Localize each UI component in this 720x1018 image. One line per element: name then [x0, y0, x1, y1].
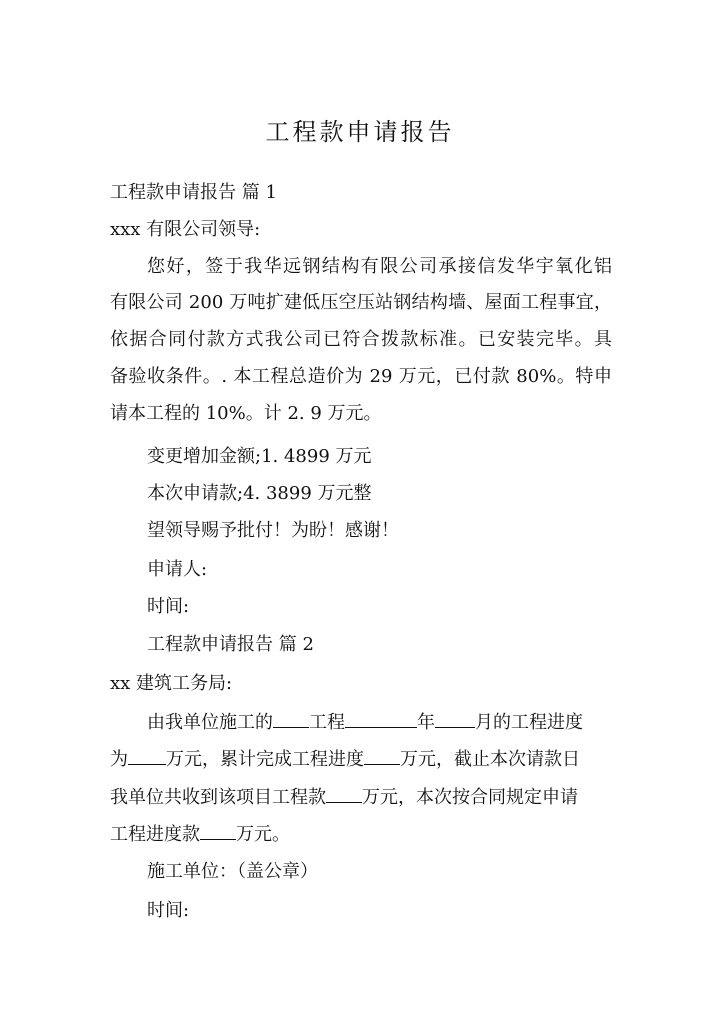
part2-salutation: xx 建筑工务局:: [110, 673, 233, 694]
fill-blank: [200, 821, 236, 840]
part1-salutation: xxx 有限公司领导:: [110, 219, 261, 240]
part1-body-line: 有限公司 200 万吨扩建低压空压站钢结构墙、屋面工程事宜，: [110, 292, 612, 313]
fill-blank: [326, 784, 362, 803]
fill-blank: [435, 709, 475, 728]
part1-change-amount: 变更增加金额;1. 4899 万元: [147, 446, 372, 467]
body-text: 工程进度款: [110, 824, 200, 845]
part2-body-line: [147, 709, 583, 736]
body-text: 工程: [309, 712, 345, 733]
body-text: 年: [417, 712, 435, 733]
part2-body-line: [110, 821, 290, 848]
part1-applicant-label: 申请人:: [147, 559, 208, 580]
part1-heading: 工程款申请报告 篇 1: [110, 182, 277, 203]
part2-body-line: [110, 784, 578, 811]
fill-blank: [273, 709, 309, 728]
part1-body-line: 备验收条件。. 本工程总造价为 29 万元，已付款 80%。特申: [110, 366, 612, 387]
body-text: 万元。: [236, 824, 290, 845]
part2-unit-label: 施工单位：（盖公章）: [147, 861, 318, 882]
part1-closing: 望领导赐予批付！为盼！感谢！: [147, 520, 399, 541]
body-text: 为: [110, 749, 128, 770]
body-text: 由我单位施工的: [147, 712, 273, 733]
fill-blank: [364, 746, 400, 765]
part2-body-line: [110, 746, 580, 773]
part2-time-label: 时间:: [147, 900, 190, 921]
part1-body-line: 请本工程的 10%。计 2. 9 万元。: [110, 403, 382, 424]
part1-body-line: 依据合同付款方式我公司已符合拨款标准。已安装完毕。具: [110, 329, 612, 350]
body-text: 月的工程进度: [475, 712, 583, 733]
part2-heading: 工程款申请报告 篇 2: [147, 634, 314, 655]
body-text: 万元，本次按合同规定申请: [362, 787, 578, 808]
fill-blank: [345, 709, 417, 728]
body-text: 万元，累计完成工程进度: [166, 749, 364, 770]
part1-body-line: 您好，签于我华远钢结构有限公司承接信发华宇氧化铝: [147, 256, 612, 277]
body-text: 我单位共收到该项目工程款: [110, 787, 326, 808]
document-title: 工程款申请报告: [265, 118, 455, 146]
body-text: 万元，截止本次请款日: [400, 749, 580, 770]
fill-blank: [128, 746, 166, 765]
part1-current-request: 本次申请款;4. 3899 万元整: [147, 483, 372, 504]
part1-time-label: 时间:: [147, 596, 190, 617]
